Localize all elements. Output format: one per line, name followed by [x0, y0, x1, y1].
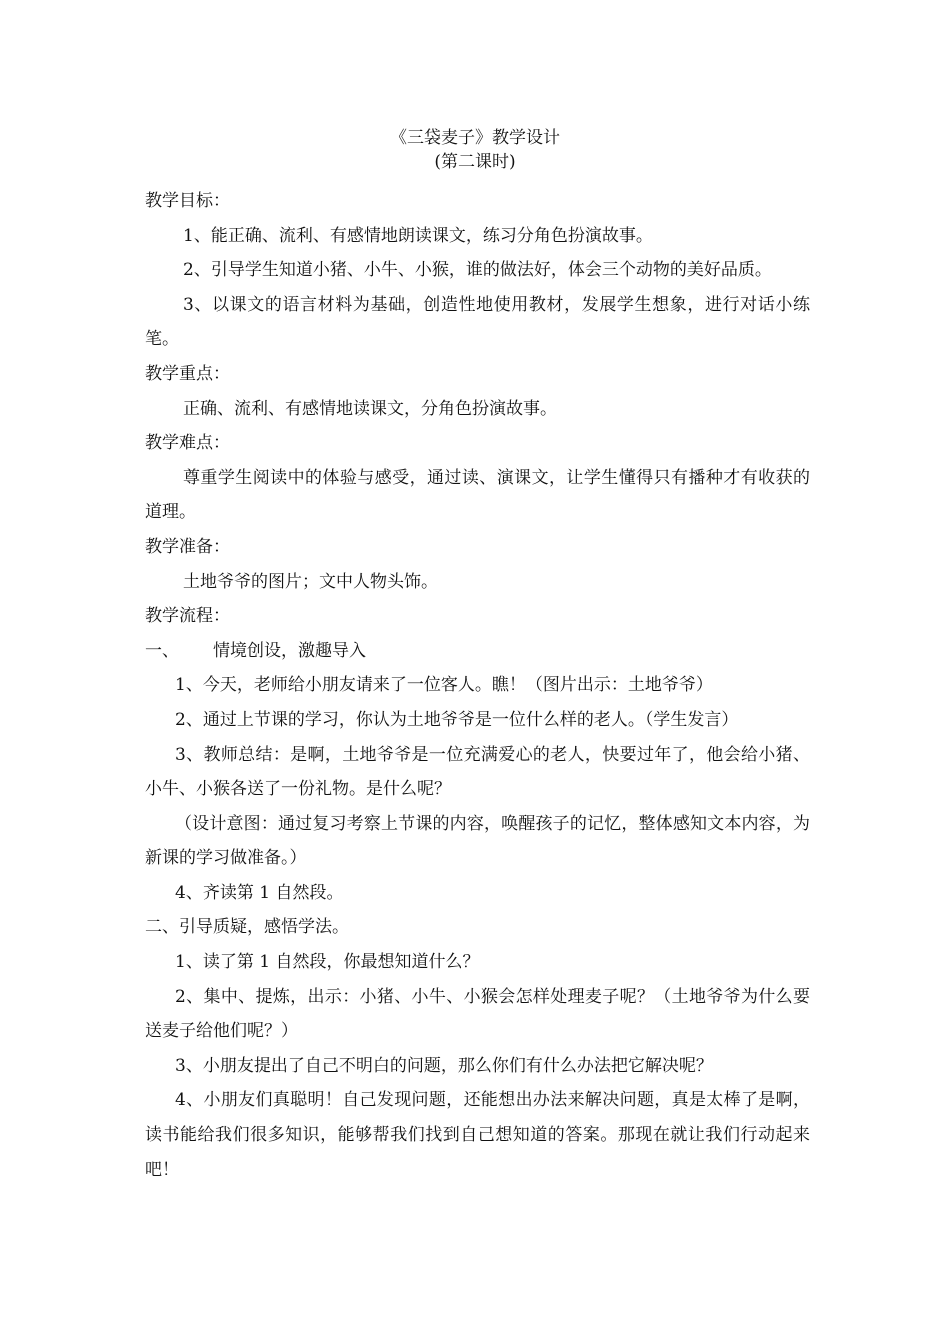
goal-item: 3、以课文的语言材料为基础，创造性地使用教材，发展学生想象，进行对话小练笔。: [145, 294, 810, 350]
goal-item: 2、引导学生知道小猪、小牛、小猴，谁的做法好，体会三个动物的美好品质。: [183, 260, 772, 281]
part1-item: 3、教师总结：是啊，土地爷爷是一位充满爱心的老人，快要过年了，他会给小猪、小牛、小猴各送了一份礼物。是什么呢？: [145, 744, 810, 800]
section-heading-flow: 教学流程：: [145, 606, 230, 627]
document-subtitle: (第二课时): [434, 152, 516, 172]
key-point: 正确、流利、有感情地读课文，分角色扮演故事。: [183, 398, 557, 419]
part2-item: 3、小朋友提出了自己不明白的问题，那么你们有什么办法把它解决呢？: [175, 1055, 713, 1076]
section-heading-key: 教学重点：: [145, 363, 230, 384]
part2-item: 4、小朋友们真聪明！自己发现问题，还能想出办法来解决问题，真是太棒了是啊，读书能给我们很多知识，能够帮我们找到自己想知道的答案。那现在就让我们行动起来吧！: [145, 1090, 810, 1180]
design-intent-note: （设计意图：通过复习考察上节课的内容，唤醒孩子的记忆，整体感知文本内容，为新课的学习做准备。）: [145, 813, 810, 869]
goal-item: 1、能正确、流利、有感情地朗读课文，练习分角色扮演故事。: [183, 225, 653, 246]
part1-item: 1、今天，老师给小朋友请来了一位客人。瞧！（图片出示：土地爷爷）: [175, 675, 713, 696]
section-heading-goals: 教学目标：: [145, 191, 230, 211]
part1-item: 4、齐读第 1 自然段。: [175, 882, 344, 903]
document-title: 《三袋麦子》教学设计: [390, 128, 560, 148]
part1-item: 2、通过上节课的学习，你认为土地爷爷是一位什么样的老人。（学生发言）: [175, 709, 739, 730]
part2-heading: 二、引导质疑，感悟学法。: [145, 917, 349, 938]
section-heading-prep: 教学准备：: [145, 536, 230, 557]
part2-item: 2、集中、提炼，出示：小猪、小牛、小猴会怎样处理麦子呢？（土地爷爷为什么要送麦子给他们呢？）: [145, 986, 810, 1042]
section-heading-difficult: 教学难点：: [145, 433, 230, 454]
part1-heading: [145, 634, 810, 669]
part2-item: 1、读了第 1 自然段，你最想知道什么？: [175, 952, 480, 973]
part1-title: 情境创设，激趣导入: [213, 640, 366, 661]
document-body: [145, 184, 810, 1187]
preparation: 土地爷爷的图片；文中人物头饰。: [183, 571, 438, 592]
difficult-point: 尊重学生阅读中的体验与感受，通过读、演课文，让学生懂得只有播种才有收获的道理。: [145, 467, 810, 523]
part1-number: 一、: [145, 640, 179, 661]
